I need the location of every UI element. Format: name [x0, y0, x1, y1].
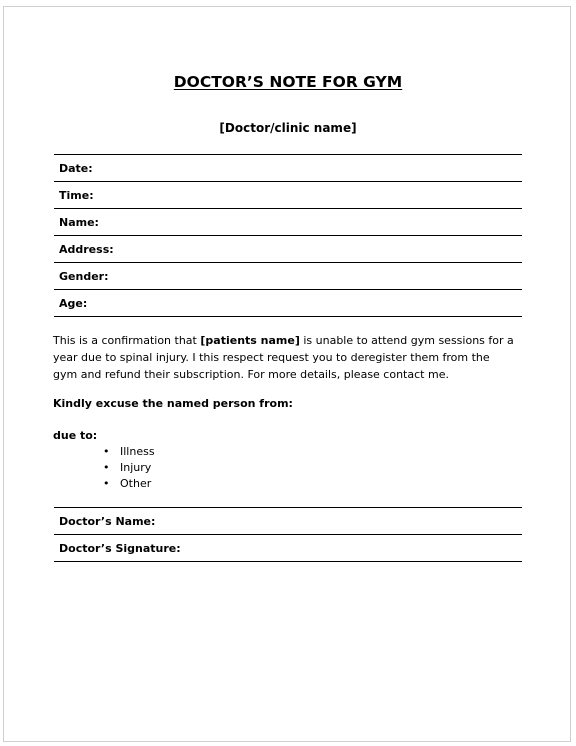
patient-details-table — [54, 154, 522, 317]
reason-other: Other — [120, 477, 152, 490]
excuse-label: Kindly excuse the named person from: — [53, 397, 293, 410]
reasons-list — [103, 444, 155, 492]
document-title — [0, 73, 576, 91]
field-address: Address: — [54, 236, 522, 263]
field-age: Age: — [54, 290, 522, 317]
clinic-name-placeholder: [Doctor/clinic name] — [219, 121, 357, 135]
field-doctor-signature: Doctor’s Signature: — [54, 535, 522, 562]
field-doctor-name: Doctor’s Name: — [54, 508, 522, 535]
list-item — [103, 460, 155, 476]
bullet-icon: • — [103, 461, 110, 474]
field-name: Name: — [54, 209, 522, 236]
bullet-icon: • — [103, 445, 110, 458]
reason-injury: Injury — [120, 461, 152, 474]
signature-table — [54, 507, 522, 562]
list-item — [103, 444, 155, 460]
field-date: Date: — [54, 155, 522, 182]
document-title-text: DOCTOR’S NOTE FOR GYM — [173, 73, 403, 91]
patient-name-placeholder: [patients name] — [200, 334, 300, 347]
reason-illness: Illness — [120, 445, 155, 458]
due-to-label: due to: — [53, 429, 98, 442]
paragraph-intro: This is a confirmation that — [53, 334, 201, 347]
field-time: Time: — [54, 182, 522, 209]
paragraph-body: is unable to attend gym sessions for a year due to spinal injury. I this respect request you to deregister them from the gym and refund their subscription. For more details, please contact me. — [53, 334, 514, 381]
field-gender: Gender: — [54, 263, 522, 290]
list-item — [103, 476, 155, 492]
bullet-icon: • — [103, 477, 110, 490]
confirmation-paragraph — [53, 332, 515, 383]
